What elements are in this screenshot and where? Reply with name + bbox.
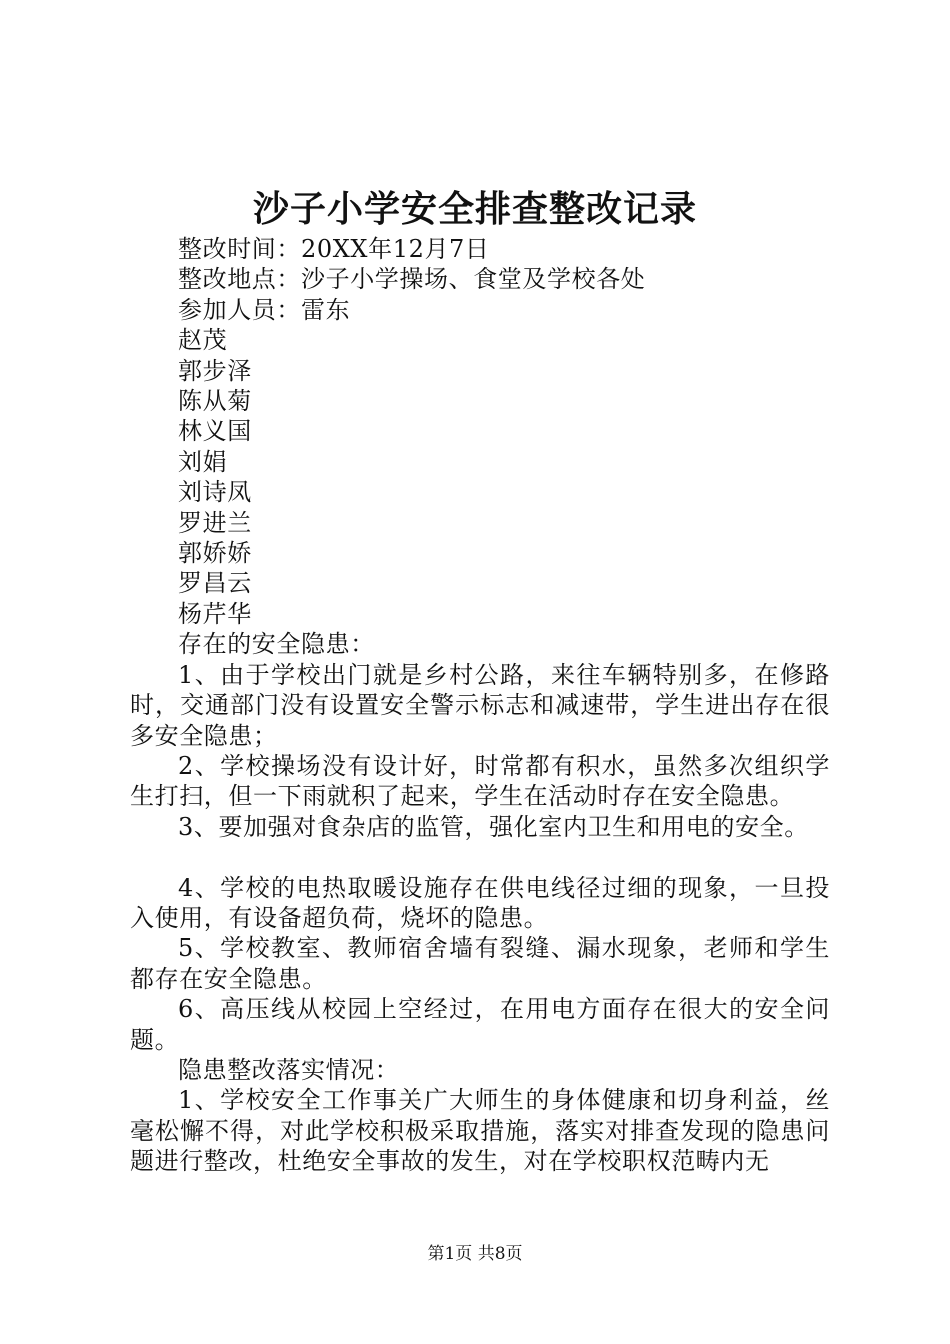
document-title: 沙子小学安全排查整改记录 — [252, 188, 697, 230]
participant-name: 郭娇娇 — [178, 539, 252, 568]
hazard-item: 2、学校操场没有设计好，时常都有积水，虽然多次组织学生打扫，但一下雨就积了起来，学生在活动时存在安全隐患。 — [130, 751, 830, 811]
participant-name: 杨芹华 — [178, 599, 252, 628]
rectification-time: 整改时间：20XX年12月7日 — [178, 235, 490, 263]
participant-name: 郭步泽 — [178, 356, 252, 385]
page-indicator: 第1页 共8页 — [427, 1244, 523, 1264]
participant-name: 罗昌云 — [178, 569, 252, 598]
participant-name: 林义国 — [178, 417, 252, 446]
participant-name: 罗进兰 — [178, 508, 252, 537]
participants-label: 参加人员：雷东 — [178, 295, 351, 324]
hazard-item: 4、学校的电热取暖设施存在供电线径过细的现象，一旦投入使用，有设备超负荷，烧坏的隐患。 — [130, 873, 830, 932]
participant-name: 刘娟 — [178, 447, 228, 476]
participant-name: 赵茂 — [178, 326, 228, 355]
rectification-place: 整改地点：沙子小学操场、食堂及学校各处 — [178, 265, 646, 294]
hazard-item: 1、由于学校出门就是乡村公路，来往车辆特别多，在修路时，交通部门没有设置安全警示标志和减速带，学生进出存在很多安全隐患； — [130, 660, 830, 750]
hazard-item: 6、高压线从校园上空经过，在用电方面存在很大的安全问题。 — [130, 995, 830, 1054]
rectification-item: 1、学校安全工作事关广大师生的身体健康和切身利益，丝毫松懈不得，对此学校积极采取措施，落实对排查发现的隐患问题进行整改，杜绝安全事故的发生，对在学校职权范畴内无 — [130, 1086, 830, 1176]
participant-name: 陈从菊 — [178, 387, 252, 416]
participant-name: 刘诗凤 — [178, 478, 252, 507]
document-body — [130, 234, 830, 1177]
hazard-item: 3、要加强对食杂店的监管，强化室内卫生和用电的安全。 — [178, 812, 809, 841]
rectification-heading: 隐患整改落实情况： — [178, 1055, 400, 1084]
hazards-heading: 存在的安全隐患： — [178, 630, 375, 659]
hazard-item: 5、学校教室、教师宿舍墙有裂缝、漏水现象，老师和学生都存在安全隐患。 — [130, 934, 830, 993]
blank-line — [130, 842, 830, 872]
